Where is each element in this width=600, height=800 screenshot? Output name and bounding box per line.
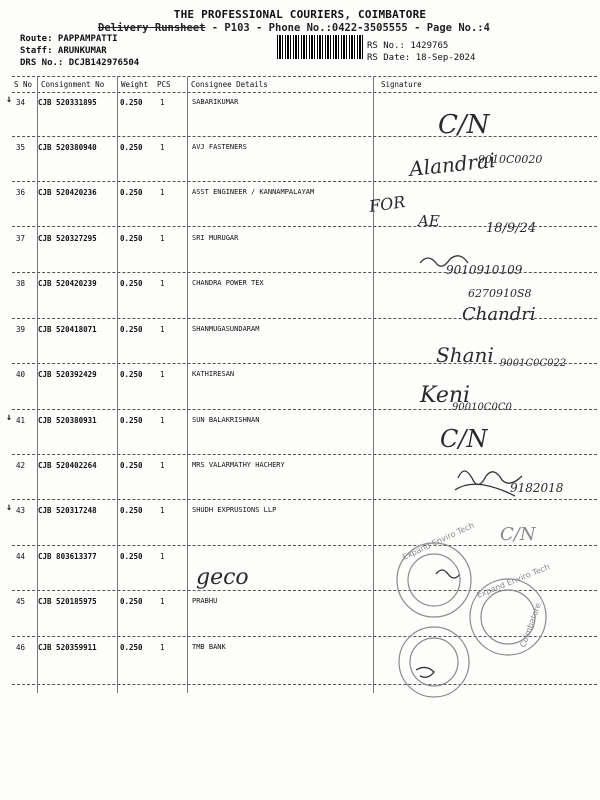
row-consignee: MRS VALARMATHY HACHERY <box>192 461 285 469</box>
row-weight: 0.250 <box>120 416 143 425</box>
col-header-consignee: Consignee Details <box>191 80 268 89</box>
row-pcs: 1 <box>160 597 165 606</box>
row-weight: 0.250 <box>120 643 143 652</box>
row-consignee: SHANMUGASUNDARAM <box>192 325 260 333</box>
row-consignment: CJB 803613377 <box>38 552 97 561</box>
runsheet-details: - P103 - Phone No.:0422-3505555 - Page No.:4 <box>205 22 490 34</box>
signature-text: Shani <box>436 343 494 367</box>
row-pcs: 1 <box>160 506 165 515</box>
signature-text: AE <box>418 212 440 230</box>
row-pcs: 1 <box>160 98 165 107</box>
signature-text: Keni <box>420 383 471 408</box>
col-header-signature: Signature <box>381 80 422 89</box>
row-consignment: CJB 520327295 <box>38 234 97 243</box>
row-sno: 38 <box>16 279 26 288</box>
row-consignment: CJB 520420236 <box>38 188 97 197</box>
row-divider <box>12 226 597 227</box>
row-sno: 34 <box>16 98 26 107</box>
row-consignment: CJB 520317248 <box>38 506 97 515</box>
table-row <box>0 182 600 227</box>
row-weight: 0.250 <box>120 597 143 606</box>
col-header-pcs: PCS <box>157 80 171 89</box>
signature-text: 9182018 <box>510 481 564 495</box>
table-row <box>0 591 600 636</box>
row-marker-arrow: ↓ <box>6 502 13 513</box>
row-pcs: 1 <box>160 416 165 425</box>
stamp-text: Coimbatore <box>518 601 543 649</box>
row-sno: 37 <box>16 234 26 243</box>
table-row <box>0 319 600 364</box>
row-divider <box>12 684 597 685</box>
row-consignee: CHANDRA POWER TEX <box>192 279 264 287</box>
row-consignment: CJB 520402264 <box>38 461 97 470</box>
row-weight: 0.250 <box>120 188 143 197</box>
row-weight: 0.250 <box>120 370 143 379</box>
row-pcs: 1 <box>160 461 165 470</box>
barcode-icon <box>277 35 363 59</box>
table-row <box>0 137 600 182</box>
table-row <box>0 273 600 318</box>
route-text: Route: PAPPAMPATTI <box>20 34 118 44</box>
stamp-text: Expand Enviro Tech <box>401 520 476 562</box>
signature-text: 9010C0020 <box>478 153 543 166</box>
row-weight: 0.250 <box>120 234 143 243</box>
col-header-consignment: Consignment No <box>41 80 105 89</box>
table-top-rule <box>12 76 597 77</box>
row-sno: 39 <box>16 325 26 334</box>
table-row <box>0 546 600 591</box>
row-consignment: CJB 520331895 <box>38 98 97 107</box>
row-consignment: CJB 520420239 <box>38 279 97 288</box>
row-weight: 0.250 <box>120 279 143 288</box>
row-sno: 45 <box>16 597 26 606</box>
row-pcs: 1 <box>160 143 165 152</box>
row-sno: 43 <box>16 506 26 515</box>
row-consignee: PRABHU <box>192 597 218 605</box>
row-consignment: CJB 520380940 <box>38 143 97 152</box>
stamp-text: Expand Enviro Tech <box>475 562 552 600</box>
row-sno: 35 <box>16 143 26 152</box>
row-pcs: 1 <box>160 188 165 197</box>
row-weight: 0.250 <box>120 98 143 107</box>
row-sno: 42 <box>16 461 26 470</box>
row-sno: 40 <box>16 370 26 379</box>
signature-text: C/N <box>440 425 488 453</box>
row-weight: 0.250 <box>120 461 143 470</box>
row-consignee: SUN BALAKRISHNAN <box>192 416 260 424</box>
row-marker-arrow: ↓ <box>6 94 13 105</box>
row-pcs: 1 <box>160 552 165 561</box>
row-consignee: TMB BANK <box>192 643 226 651</box>
row-consignee: SHUDH EXPRUSIONS LLP <box>192 506 277 514</box>
signature-text: geco <box>196 565 249 590</box>
col-header-weight: Weight <box>121 80 149 89</box>
row-pcs: 1 <box>160 234 165 243</box>
table-row <box>0 228 600 273</box>
route-info <box>20 33 139 69</box>
row-pcs: 1 <box>160 325 165 334</box>
row-weight: 0.250 <box>120 506 143 515</box>
row-pcs: 1 <box>160 643 165 652</box>
row-consignee: SRI MURUGAR <box>192 234 239 242</box>
row-weight: 0.250 <box>120 325 143 334</box>
runsheet-info <box>367 40 475 64</box>
row-pcs: 1 <box>160 279 165 288</box>
staff-text: Staff: ARUNKUMAR <box>20 46 107 56</box>
table-row <box>0 455 600 500</box>
table-row <box>0 410 600 455</box>
row-consignment: CJB 520185975 <box>38 597 97 606</box>
row-weight: 0.250 <box>120 143 143 152</box>
signature-text: 9001C0C022 <box>500 358 567 369</box>
col-header-sno: S No <box>14 80 33 89</box>
table-row <box>0 364 600 409</box>
row-consignment: CJB 520418071 <box>38 325 97 334</box>
row-consignee: SABARIKUMAR <box>192 98 239 106</box>
row-consignee: ASST ENGINEER / KANNAMPALAYAM <box>192 188 315 196</box>
signature-text: 6270910S8 <box>468 287 532 300</box>
signature-text: FOR <box>367 192 407 216</box>
row-sno: 46 <box>16 643 26 652</box>
row-weight: 0.250 <box>120 552 143 561</box>
runsheet-subtitle <box>98 22 490 34</box>
signature-text: 18/9/24 <box>486 221 537 236</box>
signature-text: 90010C0C0 <box>452 402 512 413</box>
signature-text: C/N <box>500 524 536 545</box>
row-consignment: CJB 520359911 <box>38 643 97 652</box>
signature-text: C/N <box>438 110 490 140</box>
row-consignment: CJB 520392429 <box>38 370 97 379</box>
rs-number: RS No.: 1429765 <box>367 41 449 51</box>
row-consignee: KATHIRESAN <box>192 370 235 378</box>
drs-number: DRS No.: DCJB142976504 <box>20 58 140 68</box>
row-consignment: CJB 520380931 <box>38 416 97 425</box>
signature-text: Chandri <box>462 304 536 325</box>
runsheet-label: Delivery Runsheet <box>98 22 206 34</box>
row-pcs: 1 <box>160 370 165 379</box>
rs-date: RS Date: 18-Sep-2024 <box>367 53 476 63</box>
row-consignee: AVJ FASTENERS <box>192 143 247 151</box>
row-marker-arrow: ↓ <box>6 412 13 423</box>
table-row <box>0 500 600 545</box>
row-sno: 36 <box>16 188 26 197</box>
row-sno: 44 <box>16 552 26 561</box>
table-row <box>0 637 600 682</box>
signature-text: Alandrai <box>408 148 497 181</box>
company-title: THE PROFESSIONAL COURIERS, COIMBATORE <box>173 8 427 21</box>
table-row <box>0 92 600 137</box>
row-sno: 41 <box>16 416 26 425</box>
signature-text: 9010910109 <box>446 263 523 277</box>
